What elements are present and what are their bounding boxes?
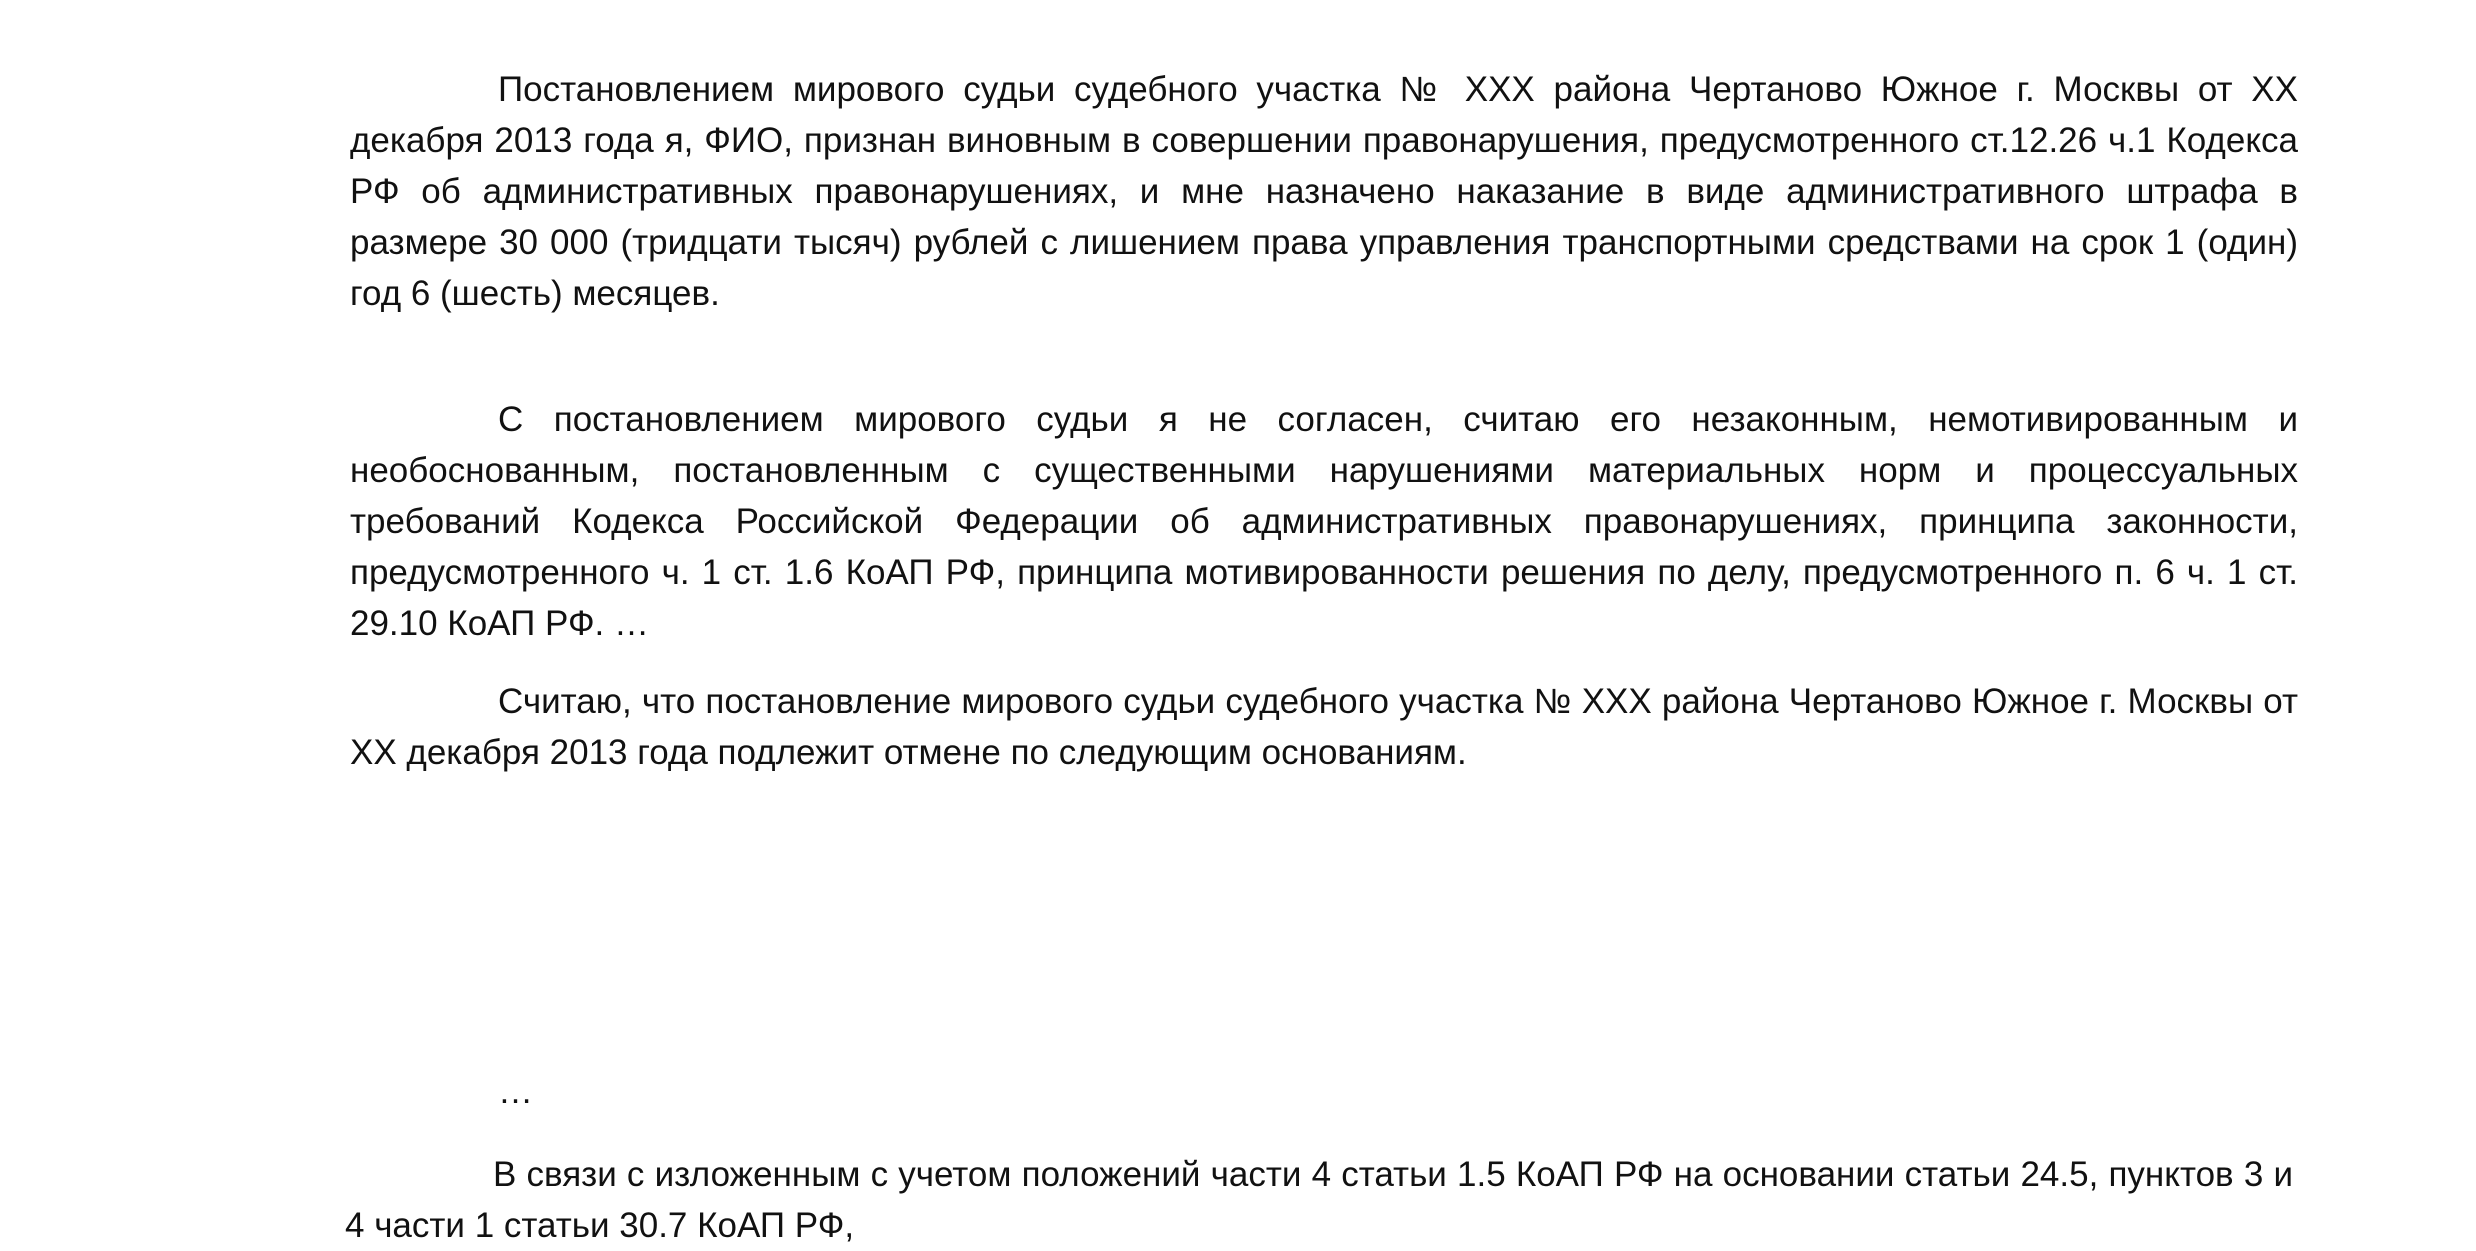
- paragraph-conclusion: В связи с изложенным с учетом положений части 4 статьи 1.5 КоАП РФ на основании статьи 24.5, пунктов 3 и 4 части 1 статьи 30.7 КоАП РФ,: [345, 1155, 2293, 1245]
- paragraph-decision-summary: Постановлением мирового судьи судебного участка № XXX района Чертаново Южное г. Москвы от XX декабря 2013 года я, ФИО, признан виновным в совершении правонарушения, предусмотренного ст.12.26 ч.1 Кодекса РФ об административных правонарушениях, и мне назначено наказание в виде административного штрафа в размере 30 000 (тридцати тысяч) рублей с лишением права управления транспортными средствами на срок 1 (один) год 6 (шесть) месяцев.: [350, 70, 2298, 313]
- paragraph-grounds-intro: Считаю, что постановление мирового судьи судебного участка № XXX района Чертаново Южное г. Москвы от XX декабря 2013 года подлежит отмене по следующим основаниям.: [350, 682, 2298, 772]
- paragraph-ellipsis: …: [498, 1072, 533, 1111]
- paragraph-disagreement: С постановлением мирового судьи я не согласен, считаю его незаконным, немотивированным и необоснованным, постановленным с существенными нарушениями материальных норм и процессуальных требований Кодекса Российской Федерации об административных правонарушениях, принципа законности, предусмотренного ч. 1 ст. 1.6 КоАП РФ, принципа мотивированности решения по делу, предусмотренного п. 6 ч. 1 ст. 29.10 КоАП РФ. …: [350, 400, 2298, 643]
